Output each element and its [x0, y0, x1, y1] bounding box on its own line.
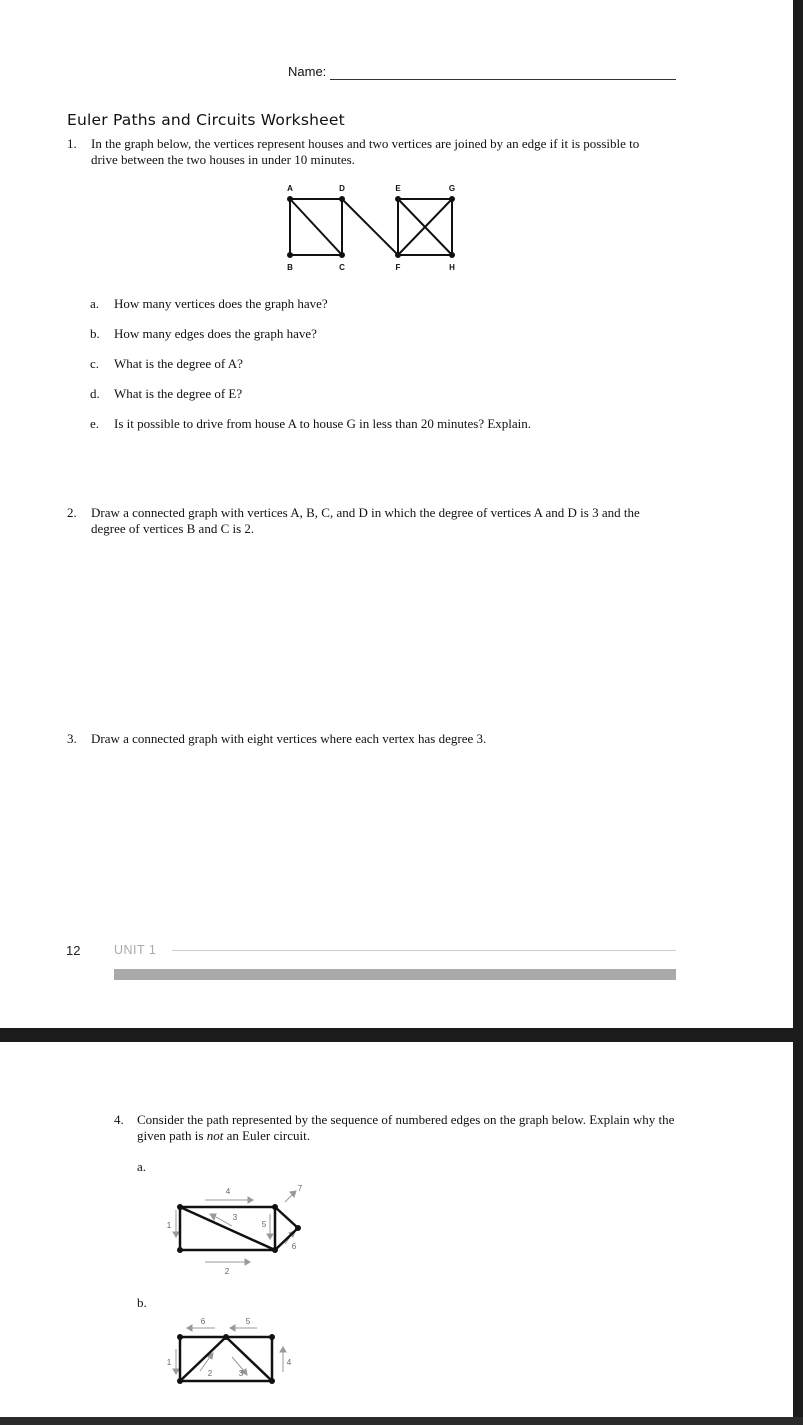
- q4-text: [137, 1112, 777, 1144]
- arrow-edge-7: [285, 1194, 293, 1202]
- house-graph: [270, 175, 470, 275]
- viewer-bottom-edge: [0, 1417, 803, 1425]
- q1c-letter: c.: [90, 356, 100, 371]
- vertex: [223, 1334, 229, 1340]
- edge-d-f: [342, 199, 398, 255]
- edge-label-5: 5: [245, 1317, 251, 1326]
- label-d: D: [339, 184, 345, 193]
- vertex-f: [395, 252, 401, 258]
- page-separator: [0, 1028, 793, 1042]
- q2-text-line2: degree of vertices B and C is 2.: [91, 521, 255, 536]
- vertex: [272, 1247, 278, 1253]
- vertex-g: [449, 196, 455, 202]
- q1e-letter: e.: [90, 416, 100, 431]
- vertex: [272, 1204, 278, 1210]
- vertex-d: [339, 196, 345, 202]
- vertex: [295, 1225, 301, 1231]
- arrowhead-2: [245, 1259, 250, 1265]
- q1a-text: How many vertices does the graph have?: [114, 296, 328, 311]
- q1-text: [91, 136, 731, 168]
- q1d-letter: d.: [90, 386, 100, 401]
- q4-text-line1: Consider the path represented by the sequence of numbered edges on the graph below. Explain why the: [137, 1112, 675, 1127]
- worksheet-page-2: [0, 1042, 793, 1417]
- arrowhead-5: [267, 1234, 273, 1239]
- edge-a-c: [290, 199, 342, 255]
- euler-graph-a: [160, 1182, 310, 1277]
- vertex: [269, 1334, 275, 1340]
- edge-label-1: 1: [166, 1358, 172, 1367]
- edge-label-4: 4: [225, 1187, 231, 1196]
- worksheet-title: Euler Paths and Circuits Worksheet: [67, 111, 345, 129]
- edge-label-4: 4: [286, 1358, 292, 1367]
- arrowhead-3: [210, 1214, 216, 1220]
- q1b-letter: b.: [90, 326, 100, 341]
- edge-label-6: 6: [200, 1317, 206, 1326]
- arrowhead-6: [187, 1325, 192, 1331]
- arrowhead-5: [230, 1325, 235, 1331]
- label-a: A: [287, 184, 293, 193]
- q2-number: 2.: [67, 505, 77, 520]
- q4-number: 4.: [114, 1112, 124, 1127]
- q1-text-line1: In the graph below, the vertices represent houses and two vertices are joined by an edge if it is possible to: [91, 136, 640, 151]
- label-e: E: [395, 184, 401, 193]
- edge-label-3: 3: [232, 1213, 238, 1222]
- name-label: Name:: [288, 64, 327, 79]
- label-g: G: [448, 184, 456, 193]
- arrowhead-4: [248, 1197, 253, 1203]
- edge-label-2: 2: [207, 1369, 213, 1378]
- q3-text: Draw a connected graph with eight vertices where each vertex has degree 3.: [91, 731, 487, 746]
- arrowhead-1: [173, 1369, 179, 1374]
- q2-text-line1: Draw a connected graph with vertices A, B, C, and D in which the degree of vertices A and D is 3 and the: [91, 505, 640, 520]
- q3-number: 3.: [67, 731, 77, 746]
- edge-label-1: 1: [166, 1221, 172, 1230]
- q4b-letter: b.: [137, 1295, 147, 1310]
- label-c: C: [339, 263, 345, 272]
- footer-rule: [172, 950, 676, 951]
- edge-label-2: 2: [224, 1267, 230, 1276]
- edge-label-7: 7: [297, 1184, 303, 1193]
- edge-diagonal: [180, 1207, 275, 1250]
- vertex: [269, 1378, 275, 1384]
- edge-diagonal-right: [226, 1337, 272, 1381]
- edge-label-3: 3: [238, 1369, 244, 1378]
- vertex-a: [287, 196, 293, 202]
- euler-graph-b: [160, 1317, 300, 1392]
- label-f: F: [395, 263, 401, 272]
- edge-label-5: 5: [261, 1220, 267, 1229]
- arrowhead-4: [280, 1347, 286, 1352]
- vertex-c: [339, 252, 345, 258]
- q1e-text: Is it possible to drive from house A to house G in less than 20 minutes? Explain.: [114, 416, 532, 431]
- label-h: H: [449, 263, 455, 272]
- edge-diagonal-left: [180, 1337, 226, 1381]
- q1a-letter: a.: [90, 296, 100, 311]
- page-number: 12: [66, 943, 81, 958]
- edge-label-6: 6: [291, 1242, 297, 1251]
- arrowhead-1: [173, 1232, 179, 1237]
- label-b: B: [287, 263, 293, 272]
- vertex-e: [395, 196, 401, 202]
- q4a-letter: a.: [137, 1159, 147, 1174]
- vertex-h: [449, 252, 455, 258]
- q1d-text: What is the degree of E?: [114, 386, 243, 401]
- vertex: [177, 1334, 183, 1340]
- name-field-line[interactable]: [330, 79, 676, 80]
- viewer-right-edge: [793, 0, 803, 1425]
- vertex: [177, 1378, 183, 1384]
- q4-text-line2: given path is not an Euler circuit.: [137, 1128, 310, 1143]
- footer-bar: [114, 969, 676, 980]
- unit-label: UNIT 1: [114, 943, 157, 957]
- q1b-text: How many edges does the graph have?: [114, 326, 317, 341]
- q2-text: [91, 505, 731, 537]
- q1c-text: What is the degree of A?: [114, 356, 243, 371]
- vertex: [177, 1247, 183, 1253]
- edge-point-top: [275, 1207, 298, 1228]
- q1-text-line2: drive between the two houses in under 10 minutes.: [91, 152, 355, 167]
- q4-emphasis-not: not: [206, 1128, 224, 1143]
- vertex-b: [287, 252, 293, 258]
- vertex: [177, 1204, 183, 1210]
- q1-number: 1.: [67, 136, 77, 151]
